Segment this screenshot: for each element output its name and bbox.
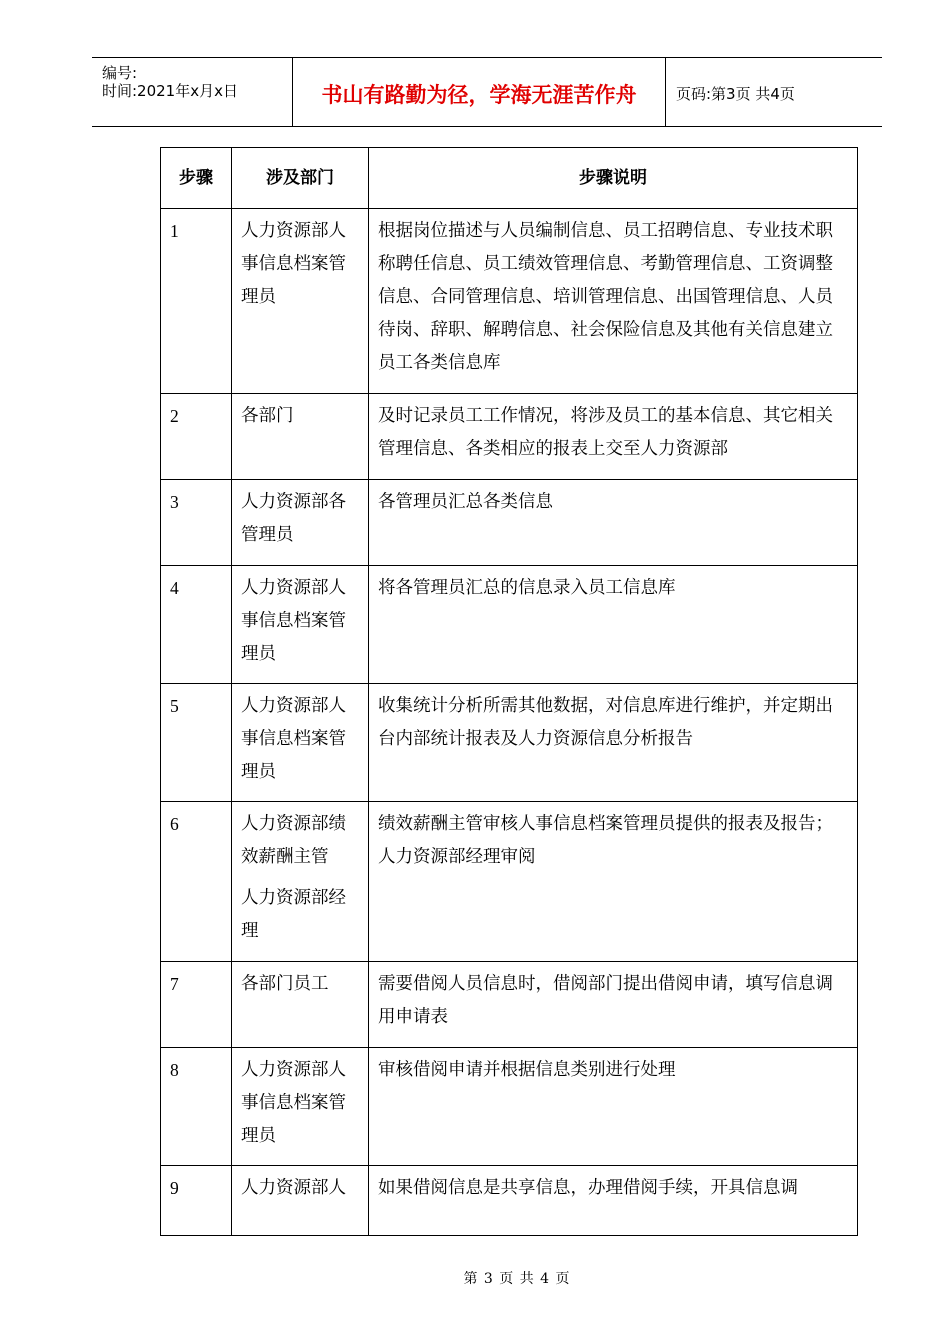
department-name: 各部门 [241,406,294,426]
department-name: 人力资源部人事信息档案管理员 [241,1060,346,1146]
page-header [92,57,882,127]
step-description: 如果借阅信息是共享信息，办理借阅手续，开具信息调 [369,1166,858,1236]
step-number: 2 [161,394,232,480]
step-description: 根据岗位描述与人员编制信息、员工招聘信息、专业技术职称聘任信息、员工绩效管理信息、考勤管理信息、工资调整信息、合同管理信息、培训管理信息、出国管理信息、人员待岗、辞职、解聘信息、社会保险信息及其他有关信息建立员工各类信息库 [369,209,858,394]
step-department [232,684,369,802]
header-desc: 步骤说明 [369,148,858,209]
step-number: 6 [161,802,232,962]
step-department [232,209,369,394]
number-label: 编号: [102,64,138,82]
table-row [161,394,858,480]
step-description: 审核借阅申请并根据信息类别进行处理 [369,1048,858,1166]
steps-table [160,147,858,1236]
time-label: 时间:2021年x月x日 [102,82,238,100]
table-row [161,1048,858,1166]
header-page-cell [666,58,882,126]
table-row [161,684,858,802]
step-description: 绩效薪酬主管审核人事信息档案管理员提供的报表及报告；人力资源部经理审阅 [369,802,858,962]
header-meta-cell [92,58,293,126]
department-name: 人力资源部各管理员 [241,492,346,545]
step-department [232,802,369,962]
step-department [232,566,369,684]
department-name: 人力资源部人事信息档案管理员 [241,221,346,307]
department-name: 人力资源部绩效薪酬主管 [241,814,346,867]
page-number-label: 页码:第3页 共4页 [676,85,795,103]
table-row [161,1166,858,1236]
department-name: 各部门员工 [241,974,329,994]
table-header-row [161,148,858,209]
department-name: 人力资源部人事信息档案管理员 [241,696,346,782]
step-description: 及时记录员工工作情况，将涉及员工的基本信息、其它相关管理信息、各类相应的报表上交至人力资源部 [369,394,858,480]
step-description: 各管理员汇总各类信息 [369,480,858,566]
page-footer: 第 3 页 共 4 页 [463,1271,571,1287]
step-number: 3 [161,480,232,566]
step-department [232,1048,369,1166]
step-description: 将各管理员汇总的信息录入员工信息库 [369,566,858,684]
step-number: 9 [161,1166,232,1236]
step-description: 需要借阅人员信息时，借阅部门提出借阅申请，填写信息调用申请表 [369,962,858,1048]
table-row [161,962,858,1048]
step-department [232,480,369,566]
table-row [161,802,858,962]
step-number: 5 [161,684,232,802]
step-number: 8 [161,1048,232,1166]
step-number: 7 [161,962,232,1048]
step-department [232,962,369,1048]
step-department [232,1166,369,1236]
department-name-secondary: 人力资源部经理 [241,888,346,941]
motto-text: 书山有路勤为径，学海无涯苦作舟 [321,83,637,107]
header-dept: 涉及部门 [232,148,369,209]
step-description: 收集统计分析所需其他数据，对信息库进行维护，并定期出台内部统计报表及人力资源信息分析报告 [369,684,858,802]
table-row [161,480,858,566]
table-row [161,566,858,684]
table-body [161,209,858,1236]
header-motto-cell [293,58,666,126]
table-row [161,209,858,394]
department-name: 人力资源部人事信息档案管理员 [241,578,346,664]
step-department [232,394,369,480]
step-number: 4 [161,566,232,684]
step-number: 1 [161,209,232,394]
header-step: 步骤 [161,148,232,209]
department-name: 人力资源部人 [241,1178,346,1198]
